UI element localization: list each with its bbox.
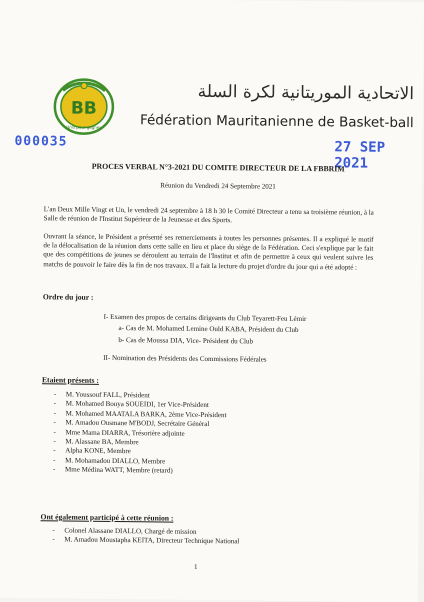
logo-motto: Unis pour gagner xyxy=(66,124,101,130)
attendee-item: - M. Mohamed Bouya SOUEIDI, 1er Vice-Président xyxy=(54,400,227,411)
attendee-item: - M. Youssouf FALL, Président xyxy=(54,390,227,401)
attendee-item: - Alpha KONE, Membre xyxy=(53,447,226,458)
document-subtitle: Réunion du Vendredi 24 Septembre 2021 xyxy=(160,181,276,191)
fbbrim-logo xyxy=(53,76,116,137)
federation-name: Fédération Mauritanienne de Basket-ball xyxy=(139,112,414,132)
present-list xyxy=(53,390,227,476)
agenda-item-1: I- Examen des propos de certains dirigeants du Club Teyarett-Feu Lémir xyxy=(103,312,307,324)
agenda-item-1b: b- Cas de Moussa DIA, Vice- Président du Club xyxy=(118,336,254,346)
agenda-heading: Ordre du jour : xyxy=(42,292,94,302)
date-stamp: 27 SEP 2021 xyxy=(334,139,386,172)
also-present-list xyxy=(52,526,239,547)
page-number: 1 xyxy=(194,562,198,571)
logo-letters: BB xyxy=(70,98,97,119)
attendee-item: - M. Alassane BA, Membre xyxy=(53,437,226,448)
attendee-item: - Mme Médina WATT, Membre (retard) xyxy=(53,465,226,476)
also-present-heading: Ont également participé à cette réunion : xyxy=(40,512,174,523)
registration-stamp: 000035 xyxy=(14,133,68,150)
attendee-item: - M. Mohamadou DIALLO, Membre xyxy=(53,456,226,467)
document-title: PROCES VERBAL N°3-2021 DU COMITE DIRECTEUR DE LA FBBRIM xyxy=(91,161,345,174)
attendee-item: - M. Amadou Moustapha KEITA, Directeur Technique National xyxy=(52,536,239,547)
present-heading: Etaient présents : xyxy=(41,375,100,385)
paragraph-intro: L'an Deux Mille Vingt et Un, le vendredi 24 septembre à 18 h 30 le Comité Directeur a tenu sa troisième réunion, à la Salle de réunion de l'Institut Supérieur de la Jeunesse et des Sports. xyxy=(43,205,374,225)
agenda-item-1a: a- Cas de M. Mohamed Lemine Ould KABA, Président du Club xyxy=(118,324,299,334)
attendee-item: - Colonel Alassane DIALLO, Chargé de mission xyxy=(52,526,239,537)
arabic-federation-name: الاتحادية الموريتانية لكرة السلة xyxy=(197,81,415,105)
paragraph-opening: Ouvrant la séance, le Président a présenté ses remerciements à toutes les personnes présentes. Il a expliqué le motif de la délocalisation de la réunion dans cette salle en lieu et place du siège de la Fédération. Ceci s'explique par le fait que des compétitions de jeunes se déroulent au terrain de l'Institut et afin de permettre à ceux qui veulent suivre les matchs de pouvoir le faire dès la fin de nos travaux. Il a fait la lecture du projet d'ordre du jour qui a été adopté : xyxy=(43,232,374,272)
attendee-item: - Mme Mama DIARRA, Trésorière adjointe xyxy=(53,428,226,439)
attendee-item: - M. Mohamed MAATALA BARKA, 2ème Vice-Président xyxy=(54,409,227,420)
agenda-item-2: II- Nomination des Présidents des Commissions Fédérales xyxy=(103,353,267,364)
attendee-item: - M. Amadou Ousmane M'BODJ, Secrétaire Général xyxy=(54,419,227,430)
